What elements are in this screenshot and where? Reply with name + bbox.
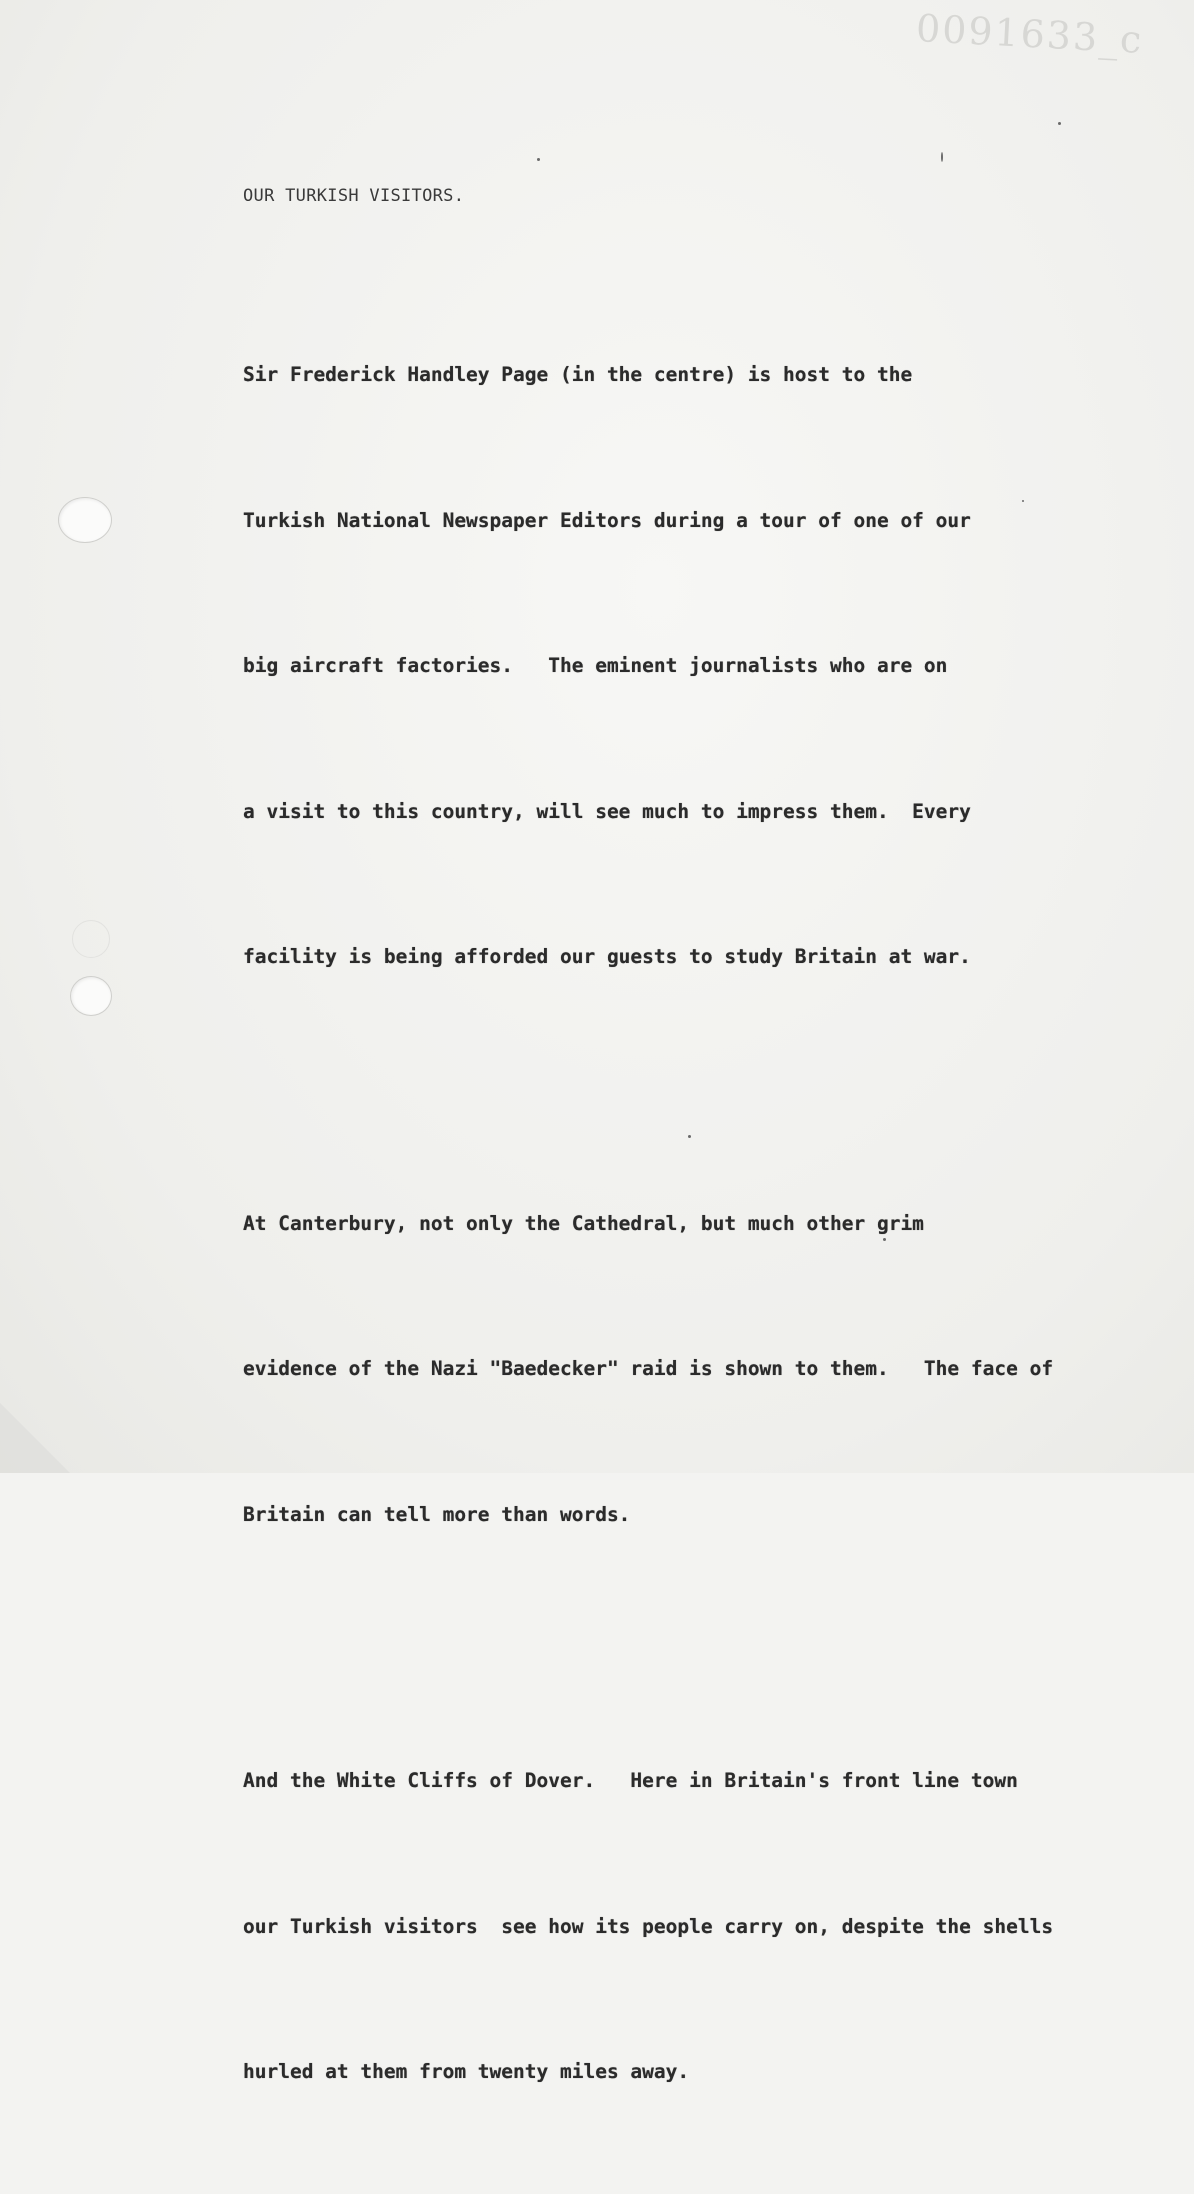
paragraph-canterbury (243, 1103, 1143, 1637)
text-line: At Canterbury, not only the Cathedral, but much other grim (243, 1211, 924, 1235)
punch-hole (70, 976, 112, 1016)
text-line: Sir Frederick Handley Page (in the centre) is host to the (243, 363, 913, 386)
ink-speck (1058, 122, 1061, 125)
document-title: OUR TURKISH VISITORS. (243, 186, 465, 206)
paragraph-turkish-editors (243, 254, 1143, 1079)
document-body (243, 186, 1143, 2194)
text-line: big aircraft factories. The eminent journalists who are on (243, 654, 948, 677)
ink-speck (537, 158, 540, 161)
corner-fold (0, 1403, 70, 1473)
punch-hole (58, 497, 112, 543)
text-line: And the White Cliffs of Dover. Here in Britain's front line town (243, 1769, 1018, 1792)
text-line: Turkish National Newspaper Editors during a tour of one of our (243, 508, 971, 532)
reference-number: 0091633_c (915, 6, 1145, 62)
text-line: our Turkish visitors see how its people carry on, despite the shells (243, 1914, 1054, 1938)
text-line: a visit to this country, will see much to impress them. Every (243, 799, 971, 823)
text-line: Britain can tell more than words. (243, 1502, 631, 1526)
text-line: hurled at them from twenty miles away. (243, 2060, 690, 2083)
paragraph-dover (243, 1660, 1143, 2194)
text-line: facility is being afforded our guests to study Britain at war. (243, 945, 971, 968)
text-line: evidence of the Nazi "Baedecker" raid is shown to them. The face of (243, 1357, 1054, 1380)
ink-speck (941, 152, 943, 162)
punch-hole-shadow (72, 920, 110, 958)
